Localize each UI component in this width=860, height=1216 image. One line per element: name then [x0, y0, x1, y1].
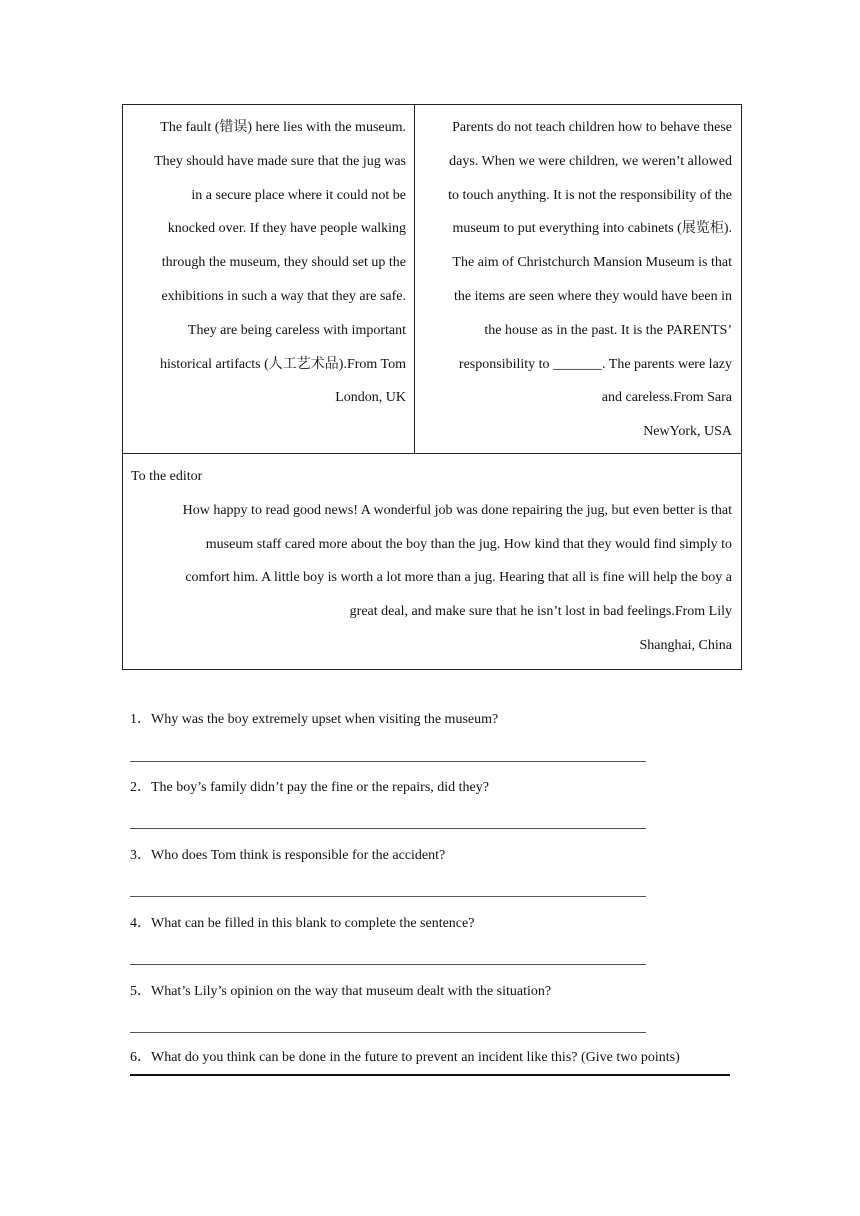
tom-line: exhibitions in such a way that they are safe.: [161, 288, 406, 304]
question-text: What can be filled in this blank to complete the sentence?: [151, 916, 475, 931]
tom-line: They should have made sure that the jug was: [154, 153, 406, 169]
tom-letter-cell: [123, 105, 415, 454]
question-number: 5．: [130, 984, 151, 999]
sara-letter: [415, 105, 741, 453]
question-1: [130, 710, 498, 730]
lily-line: great deal, and make sure that he isn’t lost in bad feelings.From Lily: [349, 604, 732, 620]
tom-line: knocked over. If they have people walking: [167, 221, 406, 237]
sara-line: Parents do not teach children how to behave these: [452, 120, 732, 135]
tom-line: They are being careless with important: [187, 322, 406, 338]
question-2: [130, 778, 489, 798]
answer-line-3[interactable]: [130, 896, 646, 897]
question-text: What’s Lily’s opinion on the way that museum dealt with the situation?: [151, 984, 552, 999]
question-5: [130, 982, 551, 1002]
question-text: What do you think can be done in the future to prevent an incident like this? (Give two points): [151, 1050, 680, 1065]
answer-line-1[interactable]: [130, 761, 646, 762]
tom-line: historical artifacts (人工艺术品).From Tom: [159, 356, 406, 372]
tom-line: The fault (错误) here lies with the museum.: [160, 120, 406, 135]
tom-line: London, UK: [335, 390, 406, 406]
question-number: 4．: [130, 916, 151, 931]
question-number: 1．: [130, 712, 151, 727]
question-number: 6．: [130, 1050, 151, 1065]
sara-line: and careless.From Sara: [601, 390, 732, 406]
letters-table: [122, 104, 742, 670]
lily-heading: To the editor: [131, 468, 203, 484]
question-number: 2．: [130, 780, 151, 795]
sara-line: NewYork, USA: [643, 424, 732, 440]
answer-line-5[interactable]: [130, 1032, 646, 1033]
answer-line-2[interactable]: [130, 828, 646, 829]
sara-line: museum to put everything into cabinets (展览柜).: [452, 221, 732, 237]
sara-line: The aim of Christchurch Mansion Museum is that: [452, 255, 732, 271]
lily-line: How happy to read good news! A wonderful job was done repairing the jug, but even better is that: [182, 502, 732, 518]
tom-letter: [123, 105, 414, 419]
question-3: [130, 846, 445, 866]
answer-line-4[interactable]: [130, 964, 646, 965]
question-6: [130, 1048, 680, 1068]
lily-line: comfort him. A little boy is worth a lot more than a jug. Hearing that all is fine will help the boy a: [185, 570, 732, 586]
sara-line: days. When we were children, we weren’t allowed: [449, 153, 732, 169]
sara-line: the items are seen where they would have been in: [454, 288, 732, 304]
question-number: 3．: [130, 848, 151, 863]
lily-line: Shanghai, China: [639, 637, 732, 653]
question-text: The boy’s family didn’t pay the fine or the repairs, did they?: [151, 780, 489, 795]
question-text: Who does Tom think is responsible for the accident?: [151, 848, 446, 863]
sara-line: responsibility to _______. The parents were lazy: [458, 356, 732, 372]
tom-line: in a secure place where it could not be: [191, 187, 406, 203]
question-4: [130, 914, 474, 934]
tom-line: through the museum, they should set up the: [161, 255, 406, 271]
sara-line: the house as in the past. It is the PARENTS’: [484, 322, 732, 338]
question-text: Why was the boy extremely upset when visiting the museum?: [151, 712, 499, 727]
lily-line: museum staff cared more about the boy than the jug. How kind that they would find simply to: [205, 536, 732, 552]
sara-letter-cell: [415, 105, 742, 454]
answer-line-6[interactable]: [130, 1074, 730, 1076]
lily-letter-cell: [123, 453, 742, 669]
lily-letter: [123, 454, 741, 669]
sara-line: to touch anything. It is not the responsibility of the: [448, 187, 732, 203]
